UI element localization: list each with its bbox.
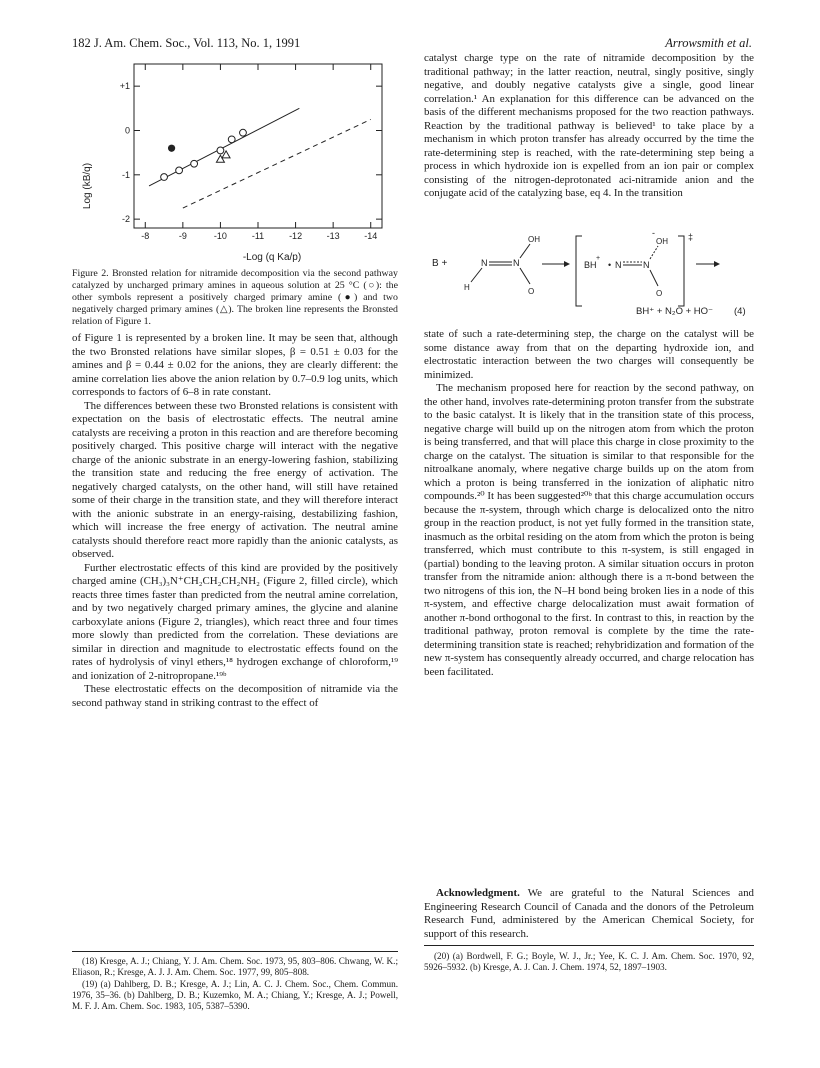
x-tick-label: -8: [141, 231, 150, 241]
eq-oh-left: OH: [528, 235, 540, 244]
paragraph: Further electrostatic effects of this kind are provided by the positively charged amine (CH₃)₃N⁺CH₂CH₂CH₂NH₂ (Figure 2, filled circle), which reacts three times faster than predicted from the neutral amine correlation, and by two negatively charged primary amines, the glycine and alanine carboxylate anions (Figure 2, triangles), which react three and four times more slowly than predicted from the correlation. These deviations are similar in direction and magnitude to electrostatic effects found on the rates of hydrolysis of vinyl ethers,¹⁸ hydrogen exchange of chloroform,¹⁹ and ionization of 2-nitropropane.¹⁹ᵇ: [72, 561, 398, 682]
x-tick-label: -14: [364, 231, 378, 241]
positive-amine-point: [168, 145, 175, 152]
eq-o-left: O: [528, 287, 535, 296]
x-tick-label: -9: [178, 231, 187, 241]
eq-n1: N: [481, 258, 488, 268]
acknowledgment-heading: Acknowledgment.: [436, 887, 520, 899]
y-tick-label: -1: [121, 169, 130, 180]
neutral-amine-point: [191, 160, 198, 167]
eq-oh-right: OH: [656, 237, 668, 246]
right-column-text-mid: [424, 328, 754, 679]
eq-dagger: ‡: [688, 232, 694, 242]
footnote-rule-right: [424, 945, 754, 946]
eq-n2: N: [513, 258, 520, 268]
paragraph: The differences between these two Bronsted relations is consistent with expectation on the basis of electrostatic effects. The neutral amine catalysts are receiving a proton in this reaction and are therefore becoming positively charged. This positive charge will interact with the negative charge of the anionic substrate in an energy-lowering fashion, stabilizing the transition state and reducing the free energy of activation. The negatively charged catalysts, on the other hand, will still have retained some of their charge in the transition state, and they will therefore interact with the anionic substrate in an energy-raising, destabilizing fashion, which will increase the free energy of activation. The neutral amine catalysts should therefore react more rapidly than the anionic catalysts, as observed.: [72, 399, 398, 560]
paragraph: (19) (a) Dahlberg, D. B.; Kresge, A. J.; Lin, A. C. J. Chem. Soc., Chem. Commun. 1976, 35–36. (b) Dahlberg, D. B.; Kuzemko, M. A.; Chiang, Y.; Kresge, A. J.; Powell, M. F. J. Am. Chem. Soc. 1983, 105, 5387–5390.: [72, 978, 398, 1012]
right-footnotes: [424, 951, 754, 974]
running-header-right: Arrowsmith et al.: [665, 36, 752, 50]
bronsted-plot: [72, 56, 402, 266]
neutral-amine-point: [228, 136, 235, 143]
acknowledgment-text: We are grateful to the Natural Sciences and Engineering Research Council of Canada and the donors of the Petroleum Research Fund, administered by the American Chemical Society, for support of this research.: [424, 887, 754, 940]
neutral-amine-point: [176, 167, 183, 174]
left-column-text: [72, 332, 398, 710]
paragraph: catalyst charge type on the rate of nitramide decomposition by the traditional pathway; in the latter reaction, neutral, singly positive, singly negative, and doubly negative catalysts give a single, good linear correlation.¹ An explanation for this difference can be advanced on the basis of the different mechanisms proposed for the two reaction pathways. Reaction by the traditional pathway is believed¹ to take place by a mechanism in which proton transfer has already occurred by the time the rate-determining step is reached, with the rate-determining step being a process in which hydroxide ion is expelled from an ion pair or complex consisting of the nitrogen-deprotonated aci-nitramide anion and the conjugate acid of the catalyzing base, eq 4. In the transition: [424, 52, 754, 199]
paragraph: of Figure 1 is represented by a broken line. It may be seen that, although the two Bronsted relations have similar slopes, β = 0.51 ± 0.03 for the amines and β = 0.44 ± 0.02 for the anions, they are clearly different: the amine correlation lies above the anion relation by 0.7–0.9 log units, which corresponds to factors of 6–8 in rate constant.: [72, 332, 398, 398]
eq-h: H: [464, 283, 470, 292]
x-tick-label: -12: [289, 231, 303, 241]
paragraph: (18) Kresge, A. J.; Chiang, Y. J. Am. Chem. Soc. 1973, 95, 803–806. Chwang, W. K.; Eliason, R.; Kresge, A. J. J. Am. Chem. Soc. 1977, 99, 805–808.: [72, 956, 398, 978]
x-tick-label: -13: [326, 231, 340, 241]
y-tick-label: -2: [121, 214, 130, 225]
y-tick-label: +1: [119, 81, 130, 92]
y-axis-label: Log (kB/q): [82, 162, 93, 210]
eq-ts-n1: N: [615, 260, 622, 270]
paragraph: These electrostatic effects on the decomposition of nitramide via the second pathway stand in striking contrast to the effect of: [72, 683, 398, 709]
broken-line-figure1: [183, 119, 371, 208]
svg-text:•: •: [608, 260, 612, 270]
neutral-amine-point: [217, 147, 224, 154]
figure-caption: Figure 2. Bronsted relation for nitramide decomposition via the second pathway catalyzed by uncharged primary amines in aqueous solution at 25 °C (○): the other symbols represent a positively charged primary amine (●) and two negatively charged primary amines (△). The broken line represents the Bronsted relation of Figure 1.: [72, 268, 398, 327]
paragraph: The mechanism proposed here for reaction by the second pathway, on the other hand, involves rate-determining proton transfer from the substrate to the basic catalyst. It is likely that in the transition state of this process, negative charge will build up on the nitrogen atom from which the proton is being transferred, and that will place this charge in close proximity to the charge on the catalyst. The situation is similar to that responsible for the nitroalkane anomaly, where negative charge builds up on the atom from which a proton is being transferred in the ionization of aliphatic nitro compounds.²⁰ It has been suggested²⁰ᵇ that this charge accumulation occurs because the π-system, through which charge is delocalized onto the nitro group in the reaction product, is not yet fully formed in the transition state, inasmuch as the orbital residing on the atom from which the proton is being transferred, which must contribute to this π-system, is still engaged in (partial) bonding to the leaving proton. A similar situation occurs in proton transfer from the nitramide anion: although there is a π-bond between the two nitrogens of this ion, the N–H bond being broken lies in a node of this π-system, and effective charge delocalization must await formation of another π-bond orthogonal to the first. In contrast to this, in reaction by the traditional pathway, proton removal is complete by the time the rate-determining transition state is reached; rehybridization and formation of the new π-system has consequently already occurred, and charge relocation has been facilitated.: [424, 382, 754, 678]
eq-ts-n2: N: [643, 260, 650, 270]
svg-text:+: +: [596, 255, 601, 262]
x-axis-label: -Log (q Ka/p): [242, 252, 302, 263]
paragraph: state of such a rate-determining step, the charge on the catalyst will be some distance away from that on the departing hydroxide ion, and electrostatic interaction between the two charges will consequently be minimized.: [424, 328, 754, 381]
eq-number: (4): [734, 306, 746, 317]
right-column-text-top: [424, 52, 754, 201]
neutral-amine-point: [240, 129, 247, 136]
eq-products: BH⁺ + N₂O + HO⁻: [636, 306, 714, 317]
eq-minus: -: [652, 230, 655, 238]
x-tick-label: -10: [213, 231, 227, 241]
eq-base: B +: [432, 258, 448, 269]
eq-o-right: O: [656, 289, 663, 298]
left-footnotes: [72, 956, 398, 1012]
paragraph: (20) (a) Bordwell, F. G.; Boyle, W. J., Jr.; Yee, K. C. J. Am. Chem. Soc. 1970, 92, 5926–5932. (b) Kresge, A. J. Can. J. Chem. 1974, 52, 1897–1903.: [424, 951, 754, 973]
footnote-rule-left: [72, 951, 398, 952]
equation-4: [424, 230, 754, 320]
acknowledgment: [424, 887, 754, 941]
eq-bh: BH: [584, 260, 597, 270]
x-tick-label: -11: [251, 231, 265, 241]
y-tick-label: 0: [124, 125, 130, 136]
neutral-amine-point: [161, 174, 168, 181]
running-header-left: 182 J. Am. Chem. Soc., Vol. 113, No. 1, 1991: [72, 36, 301, 50]
